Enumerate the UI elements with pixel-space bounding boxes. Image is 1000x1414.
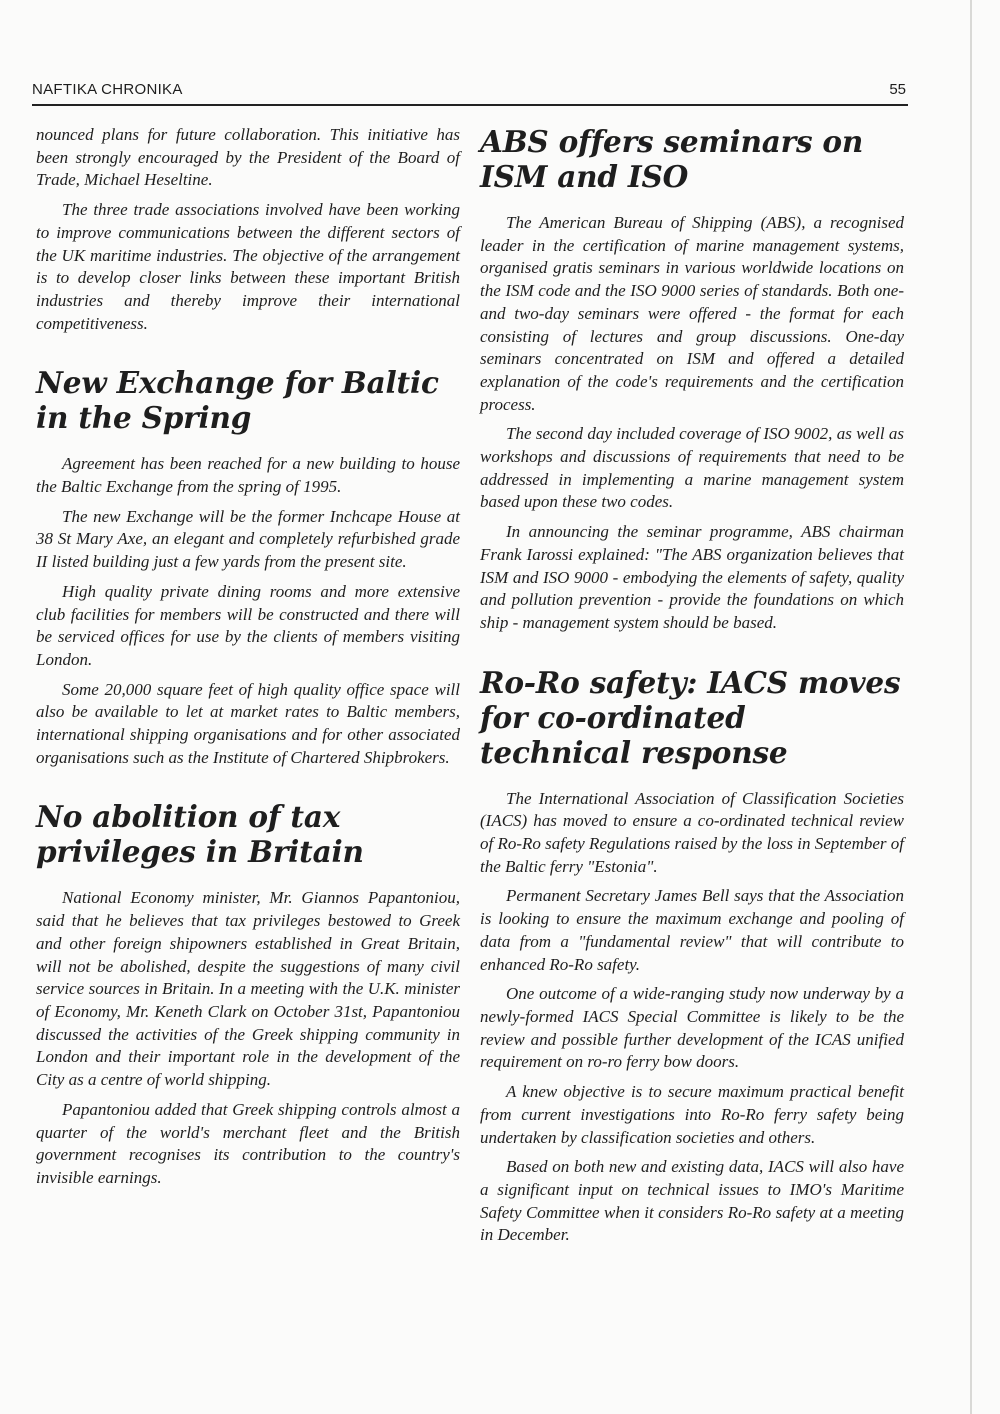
page-edge-shadow — [970, 0, 972, 1414]
article-paragraph: One outcome of a wide-ranging study now underway by a newly-formed IACS Special Committee is likely to be the review and possible further development of the ICAS unified requirement on ro-ro ferry bow doors. — [480, 984, 904, 1072]
article-paragraph: Permanent Secretary James Bell says that the Association is looking to ensure the maximum exchange and pooling of data from a "fundamental review" that will contribute to enhanced Ro-Ro safety. — [480, 886, 904, 974]
article-paragraph: High quality private dining rooms and more extensive club facilities for members will be constructed and there will be serviced offices for use by the clients of members visiting London. — [36, 581, 460, 669]
article-abs-seminars — [480, 124, 904, 635]
article-paragraph: The second day included coverage of ISO 9002, as well as workshops and discussions of requirements that need to be addressed in implementing a marine management system based upon these two codes. — [480, 424, 904, 512]
article-paragraph: Papantoniou added that Greek shipping controls almost a quarter of the world's merchant fleet and the British government recognises its contribution to the country's invisible earnings. — [36, 1099, 460, 1187]
article-title: New Exchange for Baltic in the Spring — [36, 365, 439, 436]
page-number: 55 — [889, 81, 906, 98]
article-roro-safety — [480, 665, 904, 1247]
article-paragraph: Based on both new and existing data, IACS will also have a significant input on technical issues to IMO's Maritime Safety Committee when it considers Ro-Ro safety at a meeting in December. — [480, 1157, 904, 1245]
article-paragraph: Agreement has been reached for a new building to house the Baltic Exchange from the spring of 1995. — [36, 454, 460, 497]
article-paragraph: In announcing the seminar programme, ABS chairman Frank Iarossi explained: "The ABS organization believes that ISM and ISO 9000 - embodying the elements of safety, quality and pollution prevention - provide the foundations on which ship - management system should be based. — [480, 522, 904, 632]
article-paragraph: The new Exchange will be the former Inchcape House at 38 St Mary Axe, an elegant and completely refurbished grade II listed building just a few yards from the present site. — [36, 506, 460, 572]
article-title: ABS offers seminars on ISM and ISO — [480, 124, 864, 194]
left-column — [36, 124, 460, 1197]
article-paragraph: A knew objective is to secure maximum practical benefit from current investigations into Ro-Ro ferry safety being undertaken by classification societies and others. — [480, 1082, 904, 1147]
continued-article — [36, 124, 460, 335]
article-title: Ro-Ro safety: IACS moves for co-ordinated technical response — [480, 664, 901, 770]
article-tax-privileges — [36, 799, 460, 1189]
article-paragraph: The three trade associations involved have been working to improve communications between the different sectors of the UK maritime industries. The objective of the arrangement is to develop closer links between these important British industries and thereby improve their international competitiveness. — [36, 200, 460, 333]
article-paragraph: Some 20,000 square feet of high quality office space will also be available to let at market rates to Baltic members, international shipping organisations and for other associated organisations such as the Institute of Chartered Shipbrokers. — [36, 679, 460, 767]
article-paragraph: nounced plans for future collaboration. This initiative has been strongly encouraged by the President of the Board of Trade, Michael Heseltine. — [36, 125, 460, 190]
article-paragraph: National Economy minister, Mr. Giannos Papantoniou, said that he believes that tax privileges bestowed to Greek and other foreign shipowners established in Great Britain, will not be abolished, despite the suggestions of many civil service sources in Britain. In a meeting with the U.K. minister of Economy, Mr. Keneth Clark on October 31st, Papantoniou discussed the activities of the Greek shipping community in London and their important role in the development of the City as a centre of world shipping. — [36, 888, 460, 1090]
article-baltic-exchange — [36, 365, 460, 769]
journal-name: NAFTIKA CHRONIKA — [32, 81, 183, 98]
article-title: No abolition of tax privileges in Britain — [36, 799, 364, 870]
article-paragraph: The American Bureau of Shipping (ABS), a recognised leader in the certification of marine management systems, organised gratis seminars in various worldwide locations on the ISM code and the ISO 9000 series of standards. Both one- and two-day seminars were offered - the format for each consisting of lectures and group discussions. One-day seminars concentrated on ISM and offered a detailed explanation of the code's requirements and the certification process. — [480, 213, 904, 414]
article-paragraph: The International Association of Classification Societies (IACS) has moved to ensure a co-ordinated technical review of Ro-Ro safety Regulations raised by the loss in September of the Baltic ferry "Estonia". — [480, 788, 904, 876]
right-column — [480, 124, 904, 1254]
running-header — [32, 80, 908, 106]
